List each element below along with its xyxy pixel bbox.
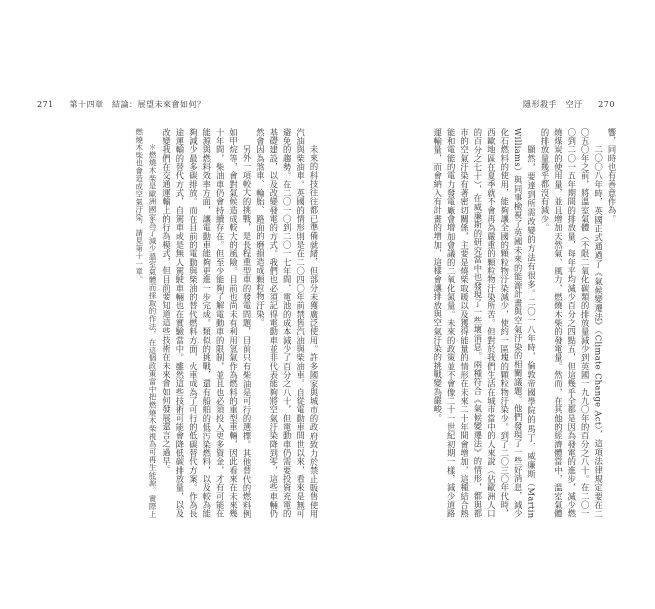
- left-chapter-title: 第十四章 結論：展望未來會如何？: [69, 100, 206, 109]
- left-page: [40, 128, 320, 518]
- right-paragraph-2: 二〇〇八年時，英國正式通過了《氣候變遷法》（Climate Change Act），這項法律規定要在二〇五〇年之前，將溫室氣體（不限二氧化碳類的排放量減少到英國一九九〇年的百分之八十。在二〇一〇到二〇一五年期間的排放量，每年平均減少百分之四點五，但這幾乎全都是因為發電的進步，減少燃燒煤炭的使用量，並且增加天然氣、風力、燃燒木柴的發電量。然而，在其他的經濟體當中，溫室氣體的排放量幾乎都沒有減少。: [539, 128, 604, 518]
- left-page-header: [37, 99, 205, 110]
- left-paragraph-2: 另外一項較大的挑戰，是長程重型車的發電問題，目前只有柴油是可行的選擇。其他替代的燃料例如甲烷等，會對氣候造成較大的風險。目前也尚未有利用氫氣作為燃料的重型車輛，因此看來在未來幾十年間，柴油車仍會持續存在。但至少能夠了解電動車的限制，並且也必須投入更多資金，才有可能在能源與燃料效率方面，讓電動車能夠更進一步完成。類似的挑戰，還有船舶的低污染燃料，以及較為能夠減少最多碳排放。而在目前的電動與柴油的替代燃料方面，火車成為了可行的低碳替代方案。作為長途運輸的替代方式，自駕車或是無人駕駛車輛也在實驗當中。雖然這些技術可能會降低碳排放量，以及改變我們在交通運輸上的行為模式，但目前要知道這些技術在未來會如何發展還言之過早。: [161, 128, 252, 518]
- left-page-body: [132, 128, 320, 518]
- right-book-title: 隱形殺手 空汙: [523, 100, 583, 109]
- left-paragraph-1: 未來的科技往往都已準備就緒，但部分未獲廣泛使用。許多國家與城市的政府致力於禁止販售使用汽油與柴油車。英國的情形則是在二〇四〇年前禁售汽油與柴油車。自從電動車問世以來，看來是無可避免的趨勢。在二〇一〇到二〇一七年間，電池的成本減少了百分之八十，但電動車仍需要投資充電的基礎建設，以及改變發電的方式。我們也必須記得電動車並非代表能夠將空氣汙染降到零，這些車輛仍然會因為煞車、輪胎、路面的磨損造成顆粒物汙染。: [255, 128, 319, 518]
- right-paragraph-1: 響，同時也有善意作為。: [607, 128, 617, 224]
- right-page-number: 270: [598, 100, 615, 109]
- right-page-header: [523, 99, 615, 110]
- left-footnote: ＊燃燒木柴是歐洲國家為了減少溫室氣體而採取的作法，在這個政策當中把燃燒木柴視為可再生能源。實際上燃燒木柴也會造成空氣汙染，請見第十一章。: [134, 128, 158, 518]
- right-page-body: [430, 128, 618, 518]
- right-paragraph-3: 顯然，要達到所需改變的方法有很多。二〇一八年時，倫敦帝國學院的馬丁．威廉斯（Martin Williams）與同事檢視了英國未來的能源計畫與空氣汙染的相關議題。他們發現了一些好消息，減少化石燃料的使用，能夠讓全國的顆粒物汙染減少，使約一區塊的顆粒物汙染少。到了二〇三〇年代時，西歐地區在夏季就不會再為嚴重的顆粒物汙染所苦。但對於我們生活在城市當中的人來說（佔歐洲人口的百分之七十），在威廉斯的研究當中也發現了一些壞消息。兩種符合《氣候變遷法》的情形，都與都市的空氣汙染有著密切關係，主要是燒柴取暖以及獲得能量的情形在未來二十年間會增加，這種結合熱能和電能的電力發電廠會增加會議的二氧化氮量。未來的政策並不會像二十一世紀初期一樣，減少道路運輸量，而會納入有計畫的增加，這樣會讓排放與空氣汙染的挑戰變為嚴峻。: [432, 128, 537, 518]
- right-page: [346, 128, 618, 518]
- left-page-number: 271: [37, 100, 54, 109]
